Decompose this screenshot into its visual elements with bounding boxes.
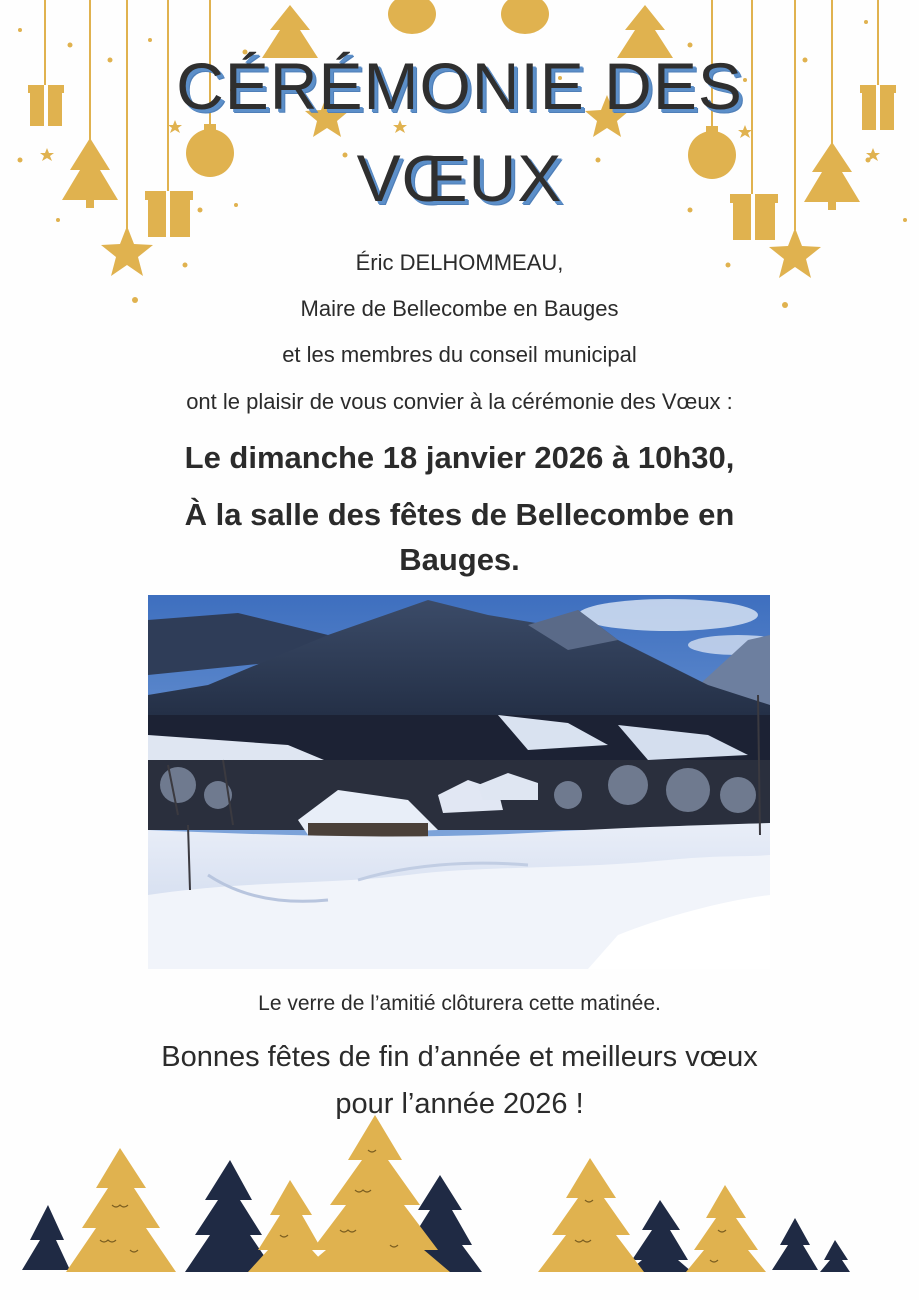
title-line-2: VŒUX bbox=[356, 141, 563, 215]
gold-fir-tree-icon bbox=[686, 1185, 766, 1272]
navy-fir-tree-icon bbox=[22, 1205, 70, 1270]
event-place-line-1: À la salle des fêtes de Bellecombe en bbox=[184, 497, 735, 532]
event-place-line-2: Bauges. bbox=[399, 542, 520, 577]
bauble-icon bbox=[501, 0, 549, 34]
title-line-1: CÉRÉMONIE DES bbox=[176, 49, 743, 123]
reception-note: Le verre de l’amitié clôturera cette matinée. bbox=[258, 992, 661, 1015]
navy-fir-tree-icon bbox=[628, 1200, 692, 1272]
host-name: Éric DELHOMMEAU, bbox=[355, 250, 564, 275]
event-date-time: Le dimanche 18 janvier 2026 à 10h30, bbox=[184, 440, 735, 475]
gold-fir-tree-icon bbox=[66, 1148, 176, 1272]
navy-fir-tree-icon bbox=[185, 1160, 275, 1272]
snowy-mountain-village-photo bbox=[148, 595, 770, 969]
council-members: et les membres du conseil municipal bbox=[282, 342, 637, 367]
gold-fir-tree-icon bbox=[538, 1158, 644, 1272]
host-role: Maire de Bellecombe en Bauges bbox=[300, 296, 619, 321]
navy-fir-tree-icon bbox=[820, 1240, 850, 1272]
bauble-icon bbox=[388, 0, 436, 34]
wishes-line-1: Bonnes fêtes de fin d’année et meilleurs vœux bbox=[161, 1041, 758, 1073]
fir-tree-border bbox=[0, 1110, 919, 1300]
gold-fir-tree-icon bbox=[300, 1115, 450, 1272]
invitation-text: ont le plaisir de vous convier à la cérémonie des Vœux : bbox=[186, 389, 733, 414]
wishes-line-2: pour l’année 2026 ! bbox=[335, 1088, 584, 1120]
navy-fir-tree-icon bbox=[772, 1218, 818, 1270]
